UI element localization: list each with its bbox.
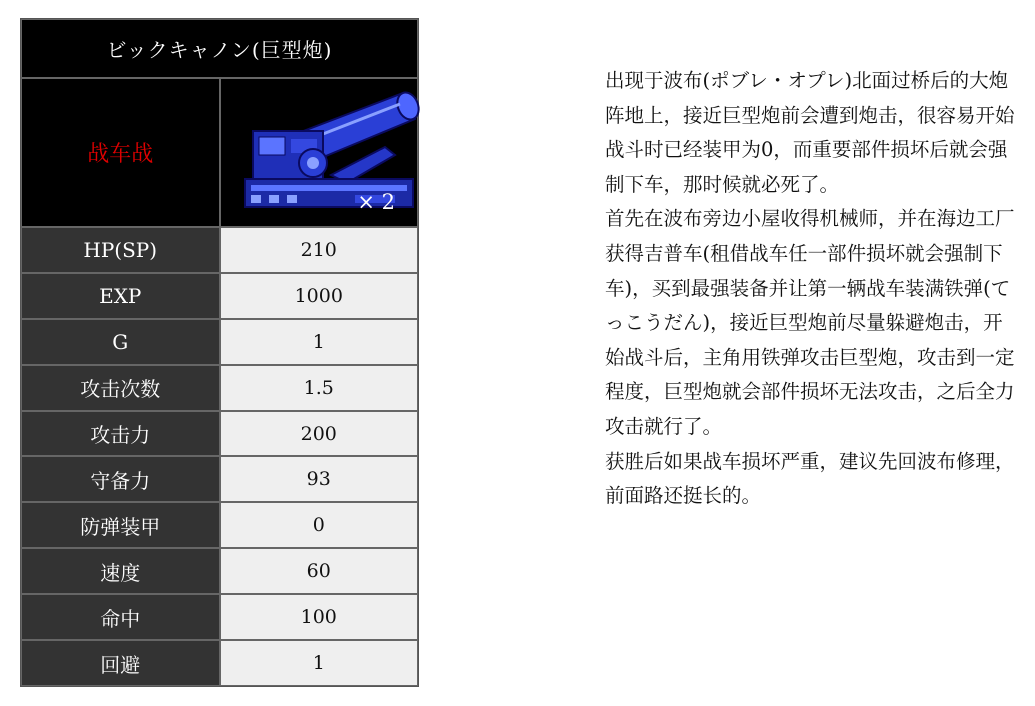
- stat-label: 守备力: [21, 456, 220, 502]
- enemy-name: ビックキャノン(巨型炮): [21, 19, 418, 78]
- stat-label: EXP: [21, 273, 220, 319]
- stat-label: G: [21, 319, 220, 365]
- stat-value: 0: [220, 502, 419, 548]
- strategy-description: [605, 64, 1017, 514]
- stat-label: 攻击力: [21, 411, 220, 457]
- stat-value: 1: [220, 319, 419, 365]
- enemy-stats-table: [20, 18, 419, 687]
- stat-label: 命中: [21, 594, 220, 640]
- description-paragraph: 首先在波布旁边小屋收得机械师，并在海边工厂获得吉普车(租借战车任一部件损坏就会强制下车)，买到最强装备并让第一辆战车装满铁弹(てっこうだん)，接近巨型炮前尽量躲避炮击，开始战斗后，主角用铁弹攻击巨型炮，攻击到一定程度，巨型炮就会部件损坏无法攻击，之后全力攻击就行了。: [605, 207, 1015, 438]
- stat-value: 200: [220, 411, 419, 457]
- stat-value: 1.5: [220, 365, 419, 411]
- stat-label: 攻击次数: [21, 365, 220, 411]
- stat-label: HP(SP): [21, 227, 220, 273]
- stat-value: 1: [220, 640, 419, 686]
- stat-label: 回避: [21, 640, 220, 686]
- stat-value: 93: [220, 456, 419, 502]
- cannon-sprite: [235, 83, 435, 213]
- enemy-count: × 2: [357, 190, 395, 215]
- description-paragraph: 出现于波布(ポブレ・オプレ)北面过桥后的大炮阵地上，接近巨型炮前会遭到炮击，很容易开始战斗时已经装甲为0，而重要部件损坏后就会强制下车，那时候就必死了。: [605, 69, 1015, 196]
- battle-type: 战车战: [21, 78, 220, 227]
- stat-value: 100: [220, 594, 419, 640]
- enemy-sprite-cell: [220, 78, 419, 227]
- stat-label: 速度: [21, 548, 220, 594]
- stat-value: 60: [220, 548, 419, 594]
- stat-value: 210: [220, 227, 419, 273]
- description-paragraph: 获胜后如果战车损坏严重，建议先回波布修理，前面路还挺长的。: [605, 449, 1015, 508]
- stat-label: 防弹装甲: [21, 502, 220, 548]
- stat-value: 1000: [220, 273, 419, 319]
